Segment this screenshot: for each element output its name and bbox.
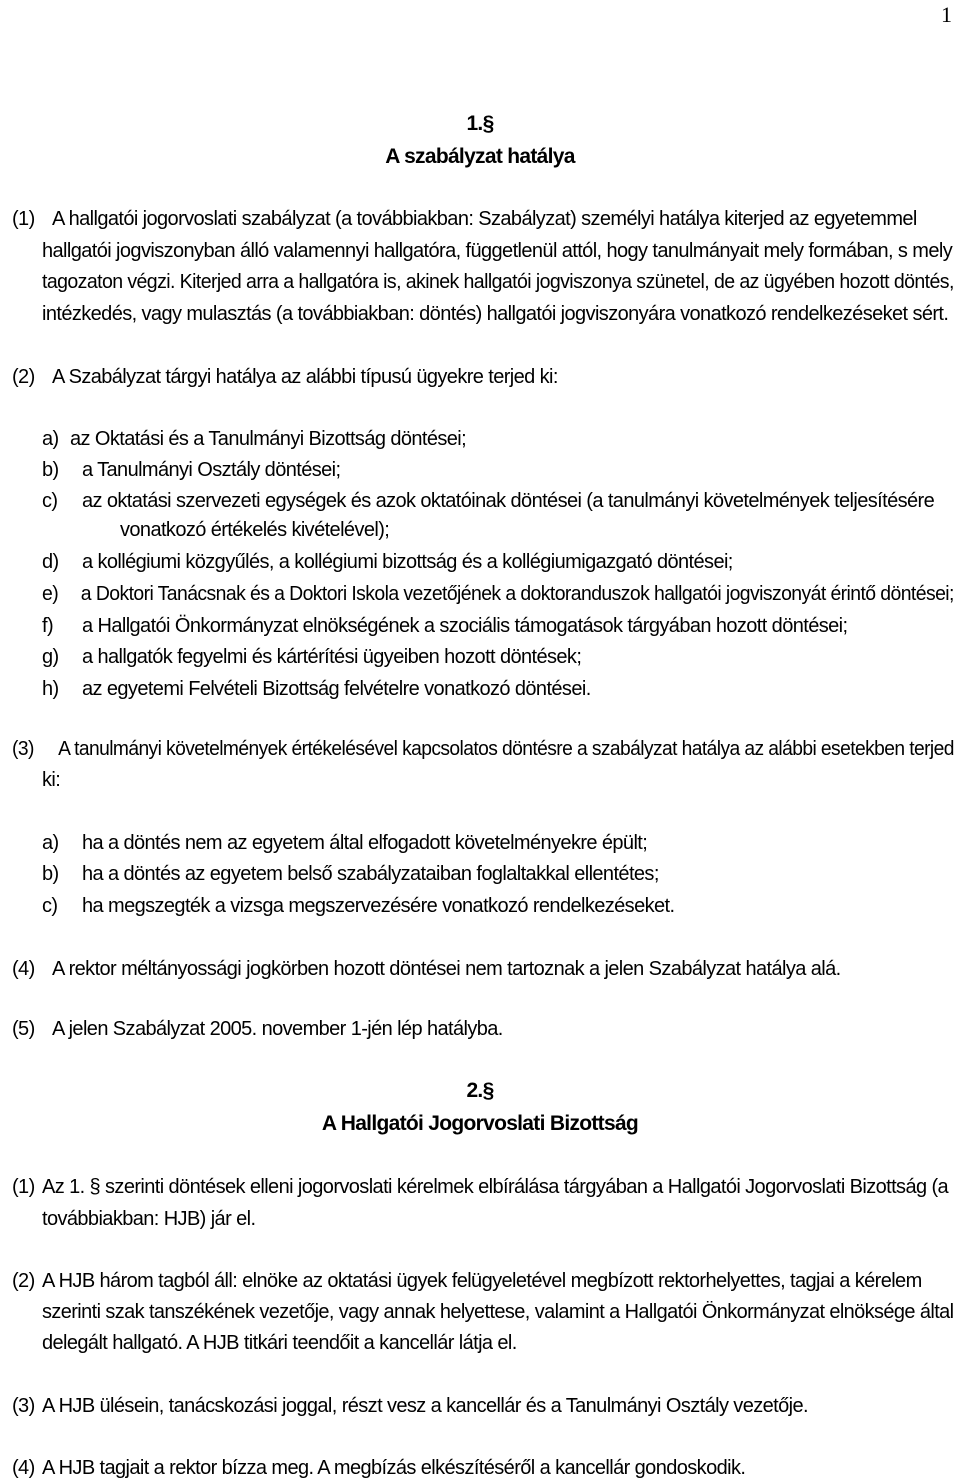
page-number: 1 [941, 2, 952, 27]
s1-p1-line-1: (1) A hallgatói jogorvoslati szabályzat (a továbbiakban: Szabályzat) személyi hatálya kiterjed az egyetemmel [12, 208, 917, 230]
s1-p1-line-2: hallgatói jogviszonyban álló valamennyi hallgatóra, függetlenül attól, hogy tanulmányait mely formában, s mely [42, 240, 953, 262]
list-item: c) ha megszegték a vizsga megszervezésére vonatkozó rendelkezéseket. [42, 895, 675, 917]
s1-p2-number: (2) [12, 366, 35, 388]
s2-p1-line-1: (1) Az 1. § szerinti döntések elleni jogorvoslati kérelmek elbírálása tárgyában a Hallgatói Jogorvoslati Bizottság (a [12, 1176, 949, 1198]
list-item: b) ha a döntés az egyetem belső szabályzataiban foglaltakkal ellentétes; [42, 863, 659, 885]
list-item: h) az egyetemi Felvételi Bizottság felvételre vonatkozó döntései. [42, 678, 591, 700]
s1-p4: (4) A rektor méltányossági jogkörben hozott döntései nem tartoznak a jelen Szabályzat hatálya alá. [12, 958, 841, 980]
s1-p3-line-1: (3) A tanulmányi követelmények értékelésével kapcsolatos döntésre a szabályzat hatálya az alábbi esetekben terjed [12, 738, 954, 760]
list-item: c) az oktatási szervezeti egységek és azok oktatóinak döntései (a tanulmányi követelmények teljesítésére [42, 490, 935, 512]
s1-p2-intro: (2) A Szabályzat tárgyi hatálya az alábbi típusú ügyekre terjed ki: [12, 366, 558, 388]
s2-p4-number: (4) [12, 1457, 35, 1479]
s2-p3: (3) A HJB ülésein, tanácskozási joggal, részt vesz a kancellár és a Tanulmányi Osztály vezetője. [12, 1395, 808, 1417]
s1-p4-number: (4) [12, 958, 35, 980]
section-1-number: 1.§ [466, 112, 494, 135]
section-1-title: A szabályzat hatálya [385, 145, 575, 168]
s1-p5: (5) A jelen Szabályzat 2005. november 1-jén lép hatályba. [12, 1018, 503, 1040]
s1-p1-number: (1) [12, 208, 35, 230]
s2-p2-line-3: delegált hallgató. A HJB titkári teendőit a kancellár látja el. [42, 1332, 517, 1354]
list-item: f) a Hallgatói Önkormányzat elnökségének a szociális támogatások tárgyában hozott döntései; [42, 615, 848, 637]
list-item: a) ha a döntés nem az egyetem által elfogadott követelményekre épült; [42, 832, 648, 854]
s2-p2-line-2: szerinti szak tanszékének vezetője, vagy annak helyettese, valamint a Hallgatói Önkormányzat elnöksége által [42, 1301, 954, 1323]
list-item: d) a kollégiumi közgyűlés, a kollégiumi bizottság és a kollégiumigazgató döntései; [42, 551, 733, 573]
s2-p1-line-2: továbbiakban: HJB) jár el. [42, 1208, 256, 1230]
s2-p3-number: (3) [12, 1395, 35, 1417]
s1-p1-line-4: intézkedés, vagy mulasztás (a továbbiakban: döntés) hallgatói jogviszonyára vonatkozó rendelkezéseket sért. [42, 303, 949, 325]
list-item-continuation: vonatkozó értékelés kivételével); [120, 519, 390, 541]
section-2-title: A Hallgatói Jogorvoslati Bizottság [321, 1112, 639, 1135]
section-2-number: 2.§ [466, 1079, 494, 1102]
s2-p4: (4) A HJB tagjait a rektor bízza meg. A megbízás elkészítéséről a kancellár gondoskodik. [12, 1457, 746, 1479]
s1-p3-number: (3) [12, 738, 34, 760]
list-item: a) az Oktatási és a Tanulmányi Bizottság döntései; [42, 428, 467, 450]
list-item: e) a Doktori Tanácsnak és a Doktori Iskola vezetőjének a doktoranduszok hallgatói jogviszonyát érintő döntései; [42, 583, 954, 605]
list-item: g) a hallgatók fegyelmi és kártérítési ügyeiben hozott döntések; [42, 646, 582, 668]
list-item: b) a Tanulmányi Osztály döntései; [42, 459, 341, 481]
s1-p5-number: (5) [12, 1018, 35, 1040]
s2-p1-number: (1) [12, 1176, 35, 1198]
s1-p1-line-3: tagozaton végzi. Kiterjed arra a hallgatóra is, akinek hallgatói jogviszonya szünetel, de az ügyében hozott döntés, [42, 271, 954, 293]
s1-p3-line-2: ki: [42, 769, 61, 791]
s2-p2-number: (2) [12, 1270, 35, 1292]
s2-p2-line-1: (2) A HJB három tagból áll: elnöke az oktatási ügyek felügyeletével megbízott rektorhelyettes, tagjai a kérelem [12, 1270, 922, 1292]
